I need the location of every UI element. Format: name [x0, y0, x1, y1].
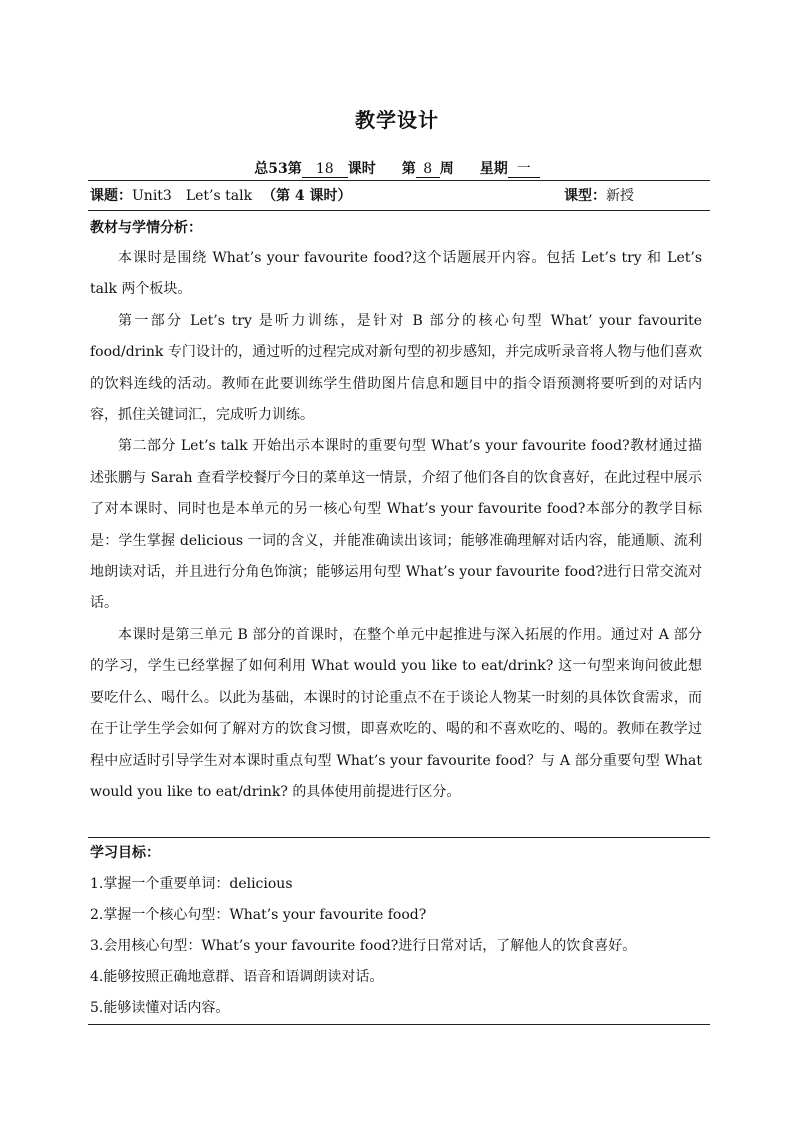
goals-list — [90, 869, 702, 1024]
weekday-prefix: 星期 — [479, 161, 508, 177]
table-rule-2 — [88, 210, 710, 211]
lesson-meta-line — [0, 158, 794, 178]
lesson-number: 18 — [302, 161, 348, 178]
document-title: 教学设计 — [355, 108, 439, 132]
analysis-body — [90, 243, 702, 808]
analysis-heading: 教材与学情分析： — [90, 220, 202, 236]
goal-item: 4.能够按照正确地意群、语音和语调朗读对话。 — [90, 969, 384, 985]
goal-item: 2.掌握一个核心句型：What’s your favourite food? — [90, 907, 427, 923]
week-number: 8 — [416, 161, 440, 178]
goal-item: 1.掌握一个重要单词：delicious — [90, 876, 293, 892]
weekday-value: 一 — [508, 161, 540, 178]
week-suffix: 周 — [439, 161, 454, 177]
goal-item: 3.会用核心句型：What’s your favourite food?进行日常对话，了解他人的饮食喜好。 — [90, 938, 637, 954]
topic-period: （第 4 课时） — [262, 188, 352, 204]
course-type-value: 新授 — [606, 188, 634, 204]
table-rule-3 — [88, 837, 710, 838]
course-type — [564, 184, 634, 208]
lesson-suffix: 课时 — [347, 161, 376, 177]
analysis-paragraph: 第二部分 Let’s talk 开始出示本课时的重要句型 What’s your favourite food?教材通过描述张鹏与 Sarah 查看学校餐厅今日的菜单这一情景，介绍了他们各自的饮食喜好，在此过程中展示了对本课时、同时也是本单元的另一核心句型 What’s your favourite food?本部分的教学目标是：学生掌握 delicious 一词的含义，并能准确读出该词；能够准确理解对话内容，能通顺、流利地朗读对话，并且进行分角色饰演；能够运用句型 What’s your favourite food?进行日常交流对话。 — [90, 438, 702, 612]
table-rule-top — [88, 180, 710, 181]
analysis-paragraph: 本课时是围绕 What’s your favourite food?这个话题展开内容。包括 Let’s try 和 Let’s talk 两个板块。 — [90, 250, 702, 298]
analysis-paragraph: 第一部分 Let’s try 是听力训练，是针对 B 部分的核心句型 What’ your favourite food/drink 专门设计的，通过听的过程完成对新句型的初步感知，并完成听录音将人物与他们喜欢的饮料连线的活动。教师在此要训练学生借助图片信息和题目中的指令语预测将要听到的对话内容，抓住关键词汇，完成听力训练。 — [90, 312, 702, 424]
table-rule-bottom — [88, 1024, 710, 1025]
week-prefix: 第 — [401, 161, 416, 177]
goal-item: 5.能够读懂对话内容。 — [90, 1000, 230, 1016]
goals-heading: 学习目标： — [90, 845, 160, 861]
analysis-paragraph: 本课时是第三单元 B 部分的首课时，在整个单元中起推进与深入拓展的作用。通过对 A 部分的学习，学生已经掌握了如何利用 What would you like to eat/drink? 这一句型来询问彼此想要吃什么、喝什么。以此为基础，本课时的讨论重点不在于谈论人物某一时刻的具体饮食需求，而在于让学生学会如何了解对方的饮食习惯，即喜欢吃的、喝的和不喜欢吃的、喝的。教师在教学过程中应适时引导学生对本课时重点句型 What’s your favourite food？与 A 部分重要句型 What would you like to eat/drink? 的具体使用前提进行区分。 — [90, 626, 702, 800]
topic-label: 课题： — [90, 188, 132, 204]
lesson-info-row — [90, 184, 708, 208]
total-prefix: 总53第 — [254, 161, 302, 177]
topic-name: Unit3 Let’s talk — [132, 188, 253, 204]
course-type-label: 课型： — [564, 188, 606, 204]
